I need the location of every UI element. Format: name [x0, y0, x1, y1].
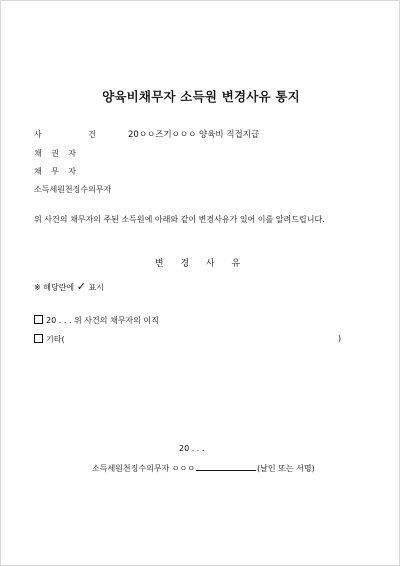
case-value: 20ㅇㅇ즈기ㅇㅇㅇ 양육비 직접지급: [128, 130, 260, 140]
debtor-label-char-1: 채: [34, 167, 42, 176]
marking-instruction: [34, 280, 104, 293]
debtor-label: [34, 166, 76, 177]
debtor-label-char-2: 무: [51, 167, 59, 176]
notice-text: 위 사건의 채무자의 주된 소득원에 아래와 같이 변경사유가 있어 이를 알려드립니다.: [34, 215, 325, 224]
debtor-label-char-3: 자: [68, 167, 76, 176]
third-party-label: 소득세원천징수의무자: [34, 185, 112, 194]
creditor-label-char-3: 자: [68, 149, 76, 158]
option-other-label: 기타(: [46, 335, 65, 344]
checkbox-job-change[interactable]: [34, 315, 43, 324]
creditor-label: [34, 148, 76, 159]
signature-blank[interactable]: [196, 462, 256, 471]
option-job-change: [34, 315, 159, 326]
date-line: 20 . . .: [179, 444, 205, 453]
signature-line: [92, 462, 315, 474]
creditor-label-char-1: 채: [34, 149, 42, 158]
checkbox-other[interactable]: [34, 334, 43, 343]
section-title: 변 경 사 유: [154, 259, 248, 269]
check-mark-icon: ✓: [76, 280, 86, 293]
seal-note: (날인 또는 서명): [257, 464, 315, 473]
document-title: 양육비채무자 소득원 변경사유 통지: [102, 89, 300, 104]
option-other-close: ): [338, 334, 342, 343]
case-label-char-1: 사: [34, 130, 42, 139]
creditor-label-char-2: 권: [51, 149, 59, 158]
signer-label: 소득세원천징수의무자 ㅇㅇㅇ: [92, 464, 196, 473]
option-job-change-label: 20 . . . 위 사건의 채무자의 이직: [46, 316, 159, 325]
case-label-char-2: 건: [88, 130, 96, 139]
option-other: [34, 334, 65, 345]
marking-instruction-prefix: ※ 해당란에: [34, 283, 75, 292]
case-label: [34, 129, 96, 140]
marking-instruction-suffix: 표시: [88, 283, 104, 292]
